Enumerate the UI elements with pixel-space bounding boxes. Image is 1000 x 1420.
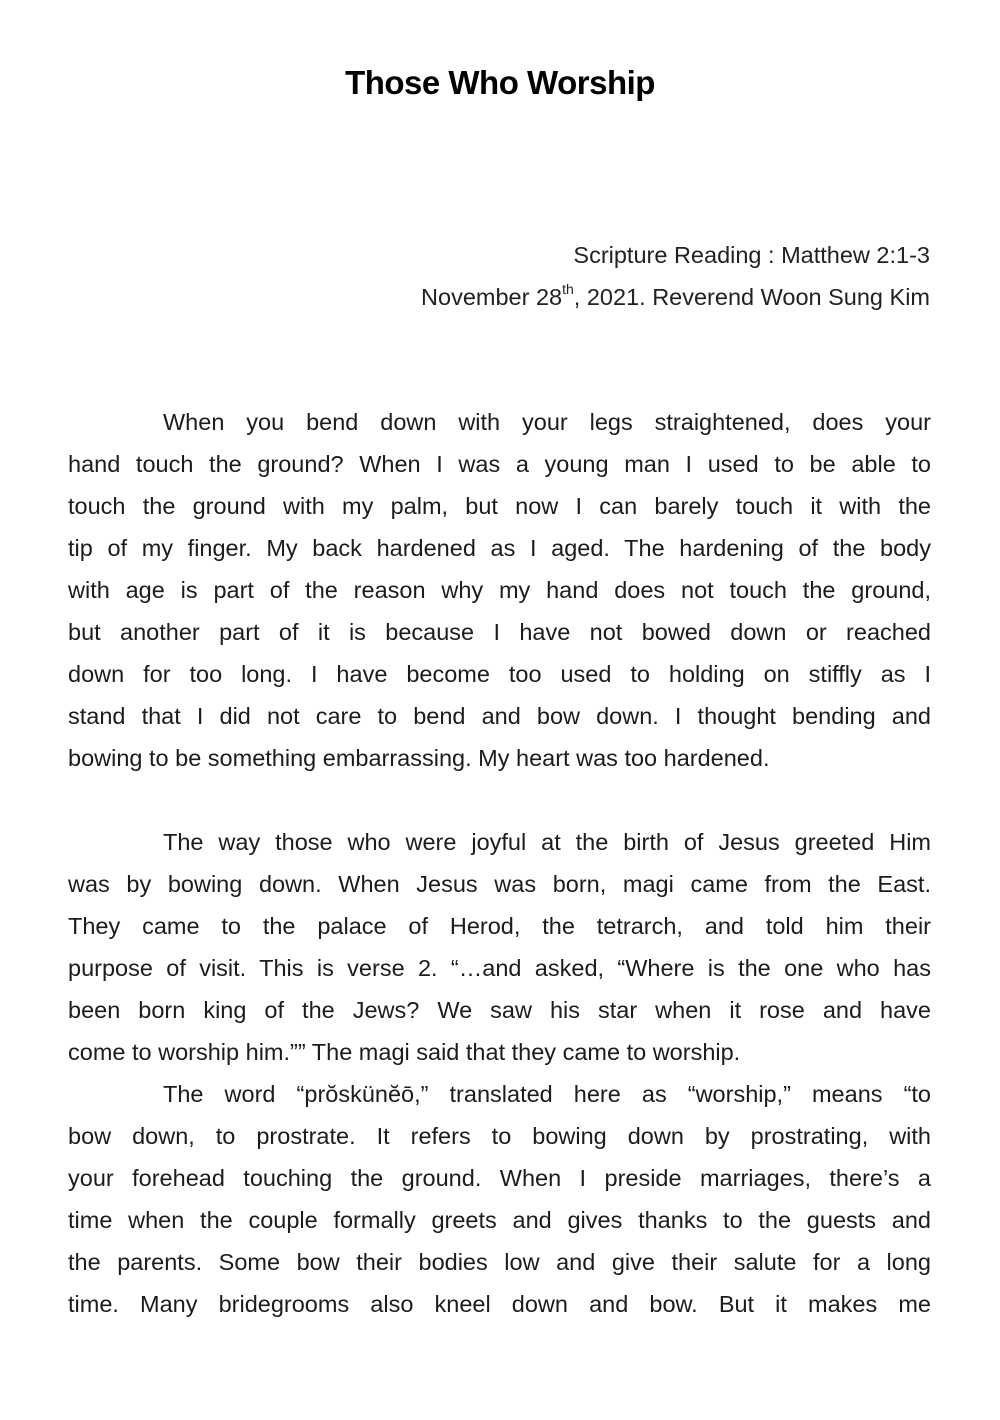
sermon-body <box>68 401 931 1325</box>
date-year-author: , 2021. Reverend Woon Sung Kim <box>573 284 930 310</box>
text-line: the parents. Some bow their bodies low and give their salute for a long <box>68 1249 931 1275</box>
text-line: tip of my finger. My back hardened as I aged. The hardening of the body <box>68 535 931 561</box>
text-line: been born king of the Jews? We saw his star when it rose and have <box>68 997 931 1023</box>
text-line: They came to the palace of Herod, the tetrarch, and told him their <box>68 913 931 939</box>
text-line: hand touch the ground? When I was a young man I used to be able to <box>68 451 931 477</box>
text-line: purpose of visit. This is verse 2. “…and asked, “Where is the one who has <box>68 955 931 981</box>
text-line: down for too long. I have become too used to holding on stiffly as I <box>68 661 931 687</box>
text-line: with age is part of the reason why my hand does not touch the ground, <box>68 577 931 603</box>
paragraph-2 <box>68 821 931 1073</box>
document-title: Those Who Worship <box>345 64 655 101</box>
text-line: touch the ground with my palm, but now I can barely touch it with the <box>68 493 931 519</box>
paragraph-spacer <box>68 779 931 821</box>
text-line: time. Many bridegrooms also kneel down and bow. But it makes me <box>68 1291 931 1317</box>
text-line: bowing to be something embarrassing. My heart was too hardened. <box>68 745 770 771</box>
sermon-date-author <box>421 276 930 318</box>
date-month-day: November 28 <box>421 284 563 310</box>
text-line: The word “prŏskünĕō,” translated here as “worship,” means “to <box>163 1081 931 1107</box>
text-line: When you bend down with your legs straightened, does your <box>163 409 931 435</box>
text-line: come to worship him.”” The magi said that they came to worship. <box>68 1039 741 1065</box>
text-line: was by bowing down. When Jesus was born, magi came from the East. <box>68 871 931 897</box>
paragraph-3 <box>68 1073 931 1325</box>
scripture-reading: Scripture Reading : Matthew 2:1-3 <box>573 242 930 268</box>
paragraph-1 <box>68 401 931 779</box>
text-line: stand that I did not care to bend and bow down. I thought bending and <box>68 703 931 729</box>
sermon-metadata <box>421 234 930 318</box>
text-line: your forehead touching the ground. When I preside marriages, there’s a <box>68 1165 931 1191</box>
text-line: time when the couple formally greets and gives thanks to the guests and <box>68 1207 931 1233</box>
date-ordinal-suffix: th <box>562 281 574 298</box>
text-line: bow down, to prostrate. It refers to bowing down by prostrating, with <box>68 1123 931 1149</box>
text-line: but another part of it is because I have not bowed down or reached <box>68 619 931 645</box>
text-line: The way those who were joyful at the birth of Jesus greeted Him <box>163 829 931 855</box>
